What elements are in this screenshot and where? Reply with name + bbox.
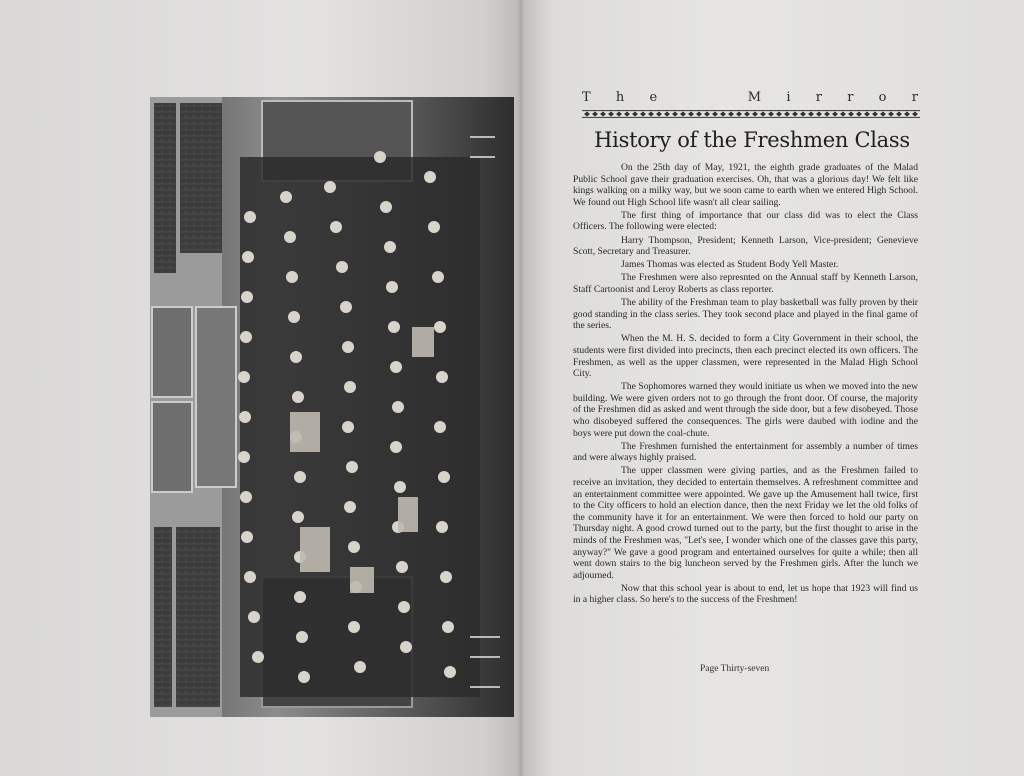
paragraph: The Sophomores warned they would initiate us when we moved into the new building. We were given orders not to go through the front door. Of course, the majority of the Freshmen did as asked and went through the side door, but a few disobeyed. Those who disobeyed suffered the consequences. The girls were daubed with iodine and the boys were put down the coal-chute.	[573, 381, 918, 439]
header-letter: e	[649, 90, 658, 105]
header-letter: r	[847, 90, 854, 105]
paragraph: Harry Thompson, President; Kenneth Larson, Vice-president; Genevieve Scott, Secretary and Treasurer.	[573, 234, 918, 258]
article-title: History of the Freshmen Class	[594, 128, 910, 152]
paragraph: The Freshmen were also represnted on the Annual staff by Kenneth Larson, Staff Cartoonist and Leroy Roberts as class reporter.	[573, 272, 918, 295]
paragraph: The upper classmen were giving parties, and as the Freshmen failed to receive an invitation, they decided to entertain themselves. A refreshment committee and an entertainment committee were appointed. We gave up the Amusement hall twice, first to the City officers to hold an election dance, then the next Friday we let the old folks of the community have it for an entertainment. We were then forced to hold our party on Thursday night. A good crowd turned out to the party, but the first thought to arise in the minds of the Freshmen was, "Let's see, I wonder which one of the classes gave this party, anyway?" We gave a good program and entertained ourselves for quite a while; then all went down stairs to the big luncheon served by the Freshmen girls. After the lunch we adjourned.	[573, 465, 918, 581]
header-letter: r	[815, 90, 822, 105]
paragraph: On the 25th day of May, 1921, the eighth grade graduates of the Malad Public School gave their graduation exercises. Oh, that was a glorious day! We felt like kings walking on a milky way, but we soon came to earth when we entered High School. We found out High School life wasn't all clear sailing.	[573, 162, 918, 208]
header-letter: h	[615, 90, 625, 105]
header-letter: T	[582, 90, 591, 105]
running-header	[582, 90, 918, 105]
paragraph: James Thomas was elected as Student Body Yell Master.	[621, 259, 839, 271]
article-body	[573, 162, 918, 607]
paragraph: The first thing of importance that our class did was to elect the Class Officers. The following were elected:	[573, 209, 918, 233]
paragraph: The Freshmen furnished the entertainment for assembly a number of times and were always highly praised.	[573, 440, 918, 464]
book-gutter	[517, 0, 525, 776]
paragraph: Now that this school year is about to end, let us hope that 1923 will find us in a higher class. So here's to the success of the Freshmen!	[573, 582, 918, 606]
paragraph: The ability of the Freshman team to play basketball was fully proven by their good standing in the class series. They took second place and played in the final game of the series.	[573, 297, 918, 332]
header-letter: o	[878, 90, 887, 105]
class-group-photo	[150, 97, 514, 717]
header-letter: M	[747, 90, 762, 105]
header-letter: i	[786, 90, 791, 105]
ornamental-rule	[582, 110, 920, 118]
page-number: Page Thirty-seven	[700, 664, 770, 674]
header-letter: r	[911, 90, 918, 105]
paragraph: When the M. H. S. decided to form a City Government in their school, the students were first divided into precincts, then each precinct elected its own officers. The Freshmen, as well as the upper classmen, were represented in the Malad High School City.	[573, 333, 918, 380]
